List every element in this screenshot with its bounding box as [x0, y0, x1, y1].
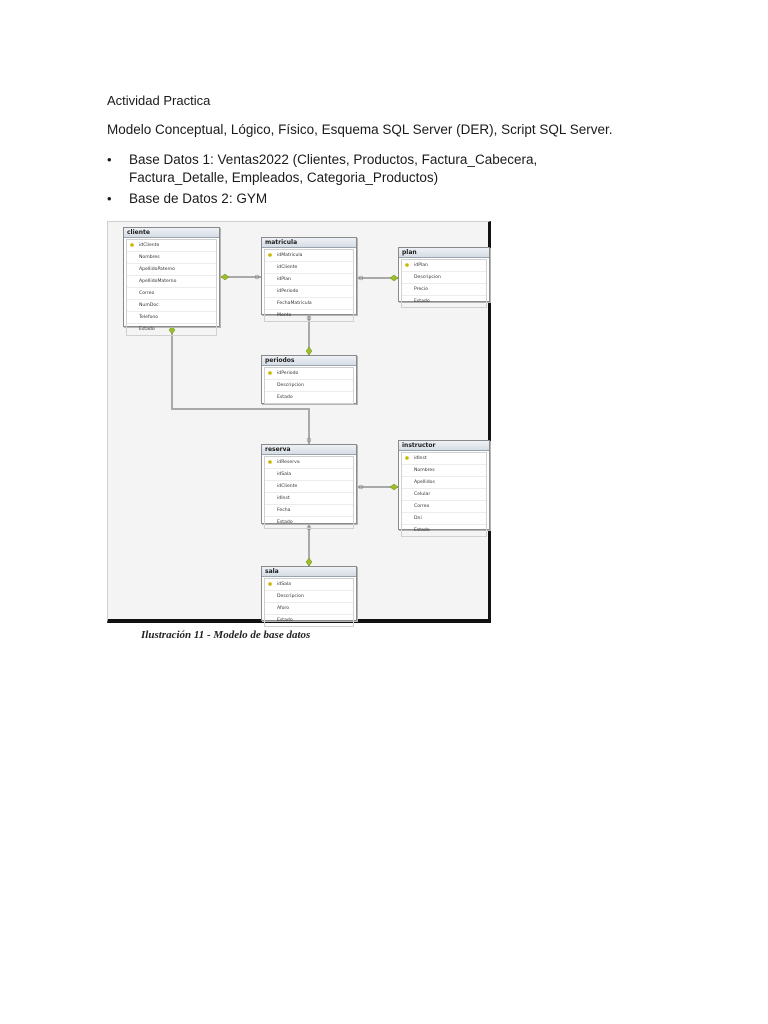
column-row [127, 312, 216, 324]
column-row [265, 615, 353, 626]
column-name: ApellidoMaterno [139, 279, 177, 284]
column-row [265, 591, 353, 603]
column-row [127, 252, 216, 264]
primary-key-icon [268, 582, 273, 587]
column-name: idMatricula [277, 253, 303, 258]
column-list [264, 249, 354, 322]
column-name: idSala [277, 472, 292, 477]
column-name: idPlan [414, 263, 428, 268]
document-title: Actividad Practica [107, 93, 211, 108]
column-name: idCliente [277, 265, 298, 270]
column-name: Descripcion [414, 275, 441, 280]
one-end-marker [306, 558, 312, 566]
column-name: Estado [277, 520, 293, 525]
column-row [265, 469, 353, 481]
column-list [401, 259, 487, 308]
column-list [126, 239, 217, 336]
bullet-dot-icon: • [107, 191, 112, 206]
column-name: Estado [139, 327, 155, 332]
column-row [402, 260, 486, 272]
column-name: NumDoc [139, 303, 159, 308]
column-row [265, 286, 353, 298]
column-name: Celular [414, 492, 431, 497]
table-periodos[interactable] [261, 355, 357, 404]
column-list [401, 452, 487, 537]
table-title: matricula [262, 238, 356, 248]
bullet-list [107, 151, 627, 211]
column-row [265, 603, 353, 615]
column-row [402, 272, 486, 284]
table-instructor[interactable] [398, 440, 490, 533]
column-row [127, 300, 216, 312]
bullet-dot-icon: • [107, 152, 112, 167]
column-name: idPlan [277, 277, 291, 282]
column-row [402, 513, 486, 525]
column-name: Descripcion [277, 383, 304, 388]
table-title: periodos [262, 356, 356, 366]
table-cliente[interactable] [123, 227, 220, 332]
column-name: Estado [414, 299, 430, 304]
column-name: Monto [277, 313, 292, 318]
column-row [265, 368, 353, 380]
column-name: idInst [277, 496, 290, 501]
column-list [264, 578, 354, 627]
table-title: cliente [124, 228, 219, 238]
column-name: idCliente [139, 243, 160, 248]
column-name: Telefono [139, 315, 159, 320]
column-row [402, 501, 486, 513]
column-list [264, 456, 354, 529]
table-title: sala [262, 567, 356, 577]
column-name: idSala [277, 582, 292, 587]
column-name: idCliente [277, 484, 298, 489]
bullet-item-db2 [107, 190, 627, 208]
primary-key-icon [268, 253, 273, 258]
one-end-marker [306, 347, 312, 355]
column-row [402, 465, 486, 477]
column-row [127, 276, 216, 288]
primary-key-icon [268, 371, 273, 376]
column-name: Nombres [139, 255, 160, 260]
column-row [402, 525, 486, 536]
column-name: Estado [414, 528, 430, 533]
column-row [265, 380, 353, 392]
primary-key-icon [405, 263, 410, 268]
column-row [402, 477, 486, 489]
primary-key-icon [130, 243, 135, 248]
column-row [127, 288, 216, 300]
column-row [127, 324, 216, 335]
column-name: idPeriodo [277, 289, 299, 294]
bullet-item-db1 [107, 151, 627, 187]
column-row [265, 505, 353, 517]
column-name: ApellidoPaterno [139, 267, 175, 272]
column-name: Fecha [277, 508, 291, 513]
column-name: idReserva [277, 460, 300, 465]
column-row [265, 298, 353, 310]
column-name: FechaMatricula [277, 301, 312, 306]
column-row [265, 481, 353, 493]
column-name: Estado [277, 395, 293, 400]
bullet-label: Base de Datos 2: GYM [129, 191, 268, 206]
primary-key-icon [405, 456, 410, 461]
column-name: Nombres [414, 468, 435, 473]
er-diagram [107, 221, 491, 623]
column-name: idInst [414, 456, 427, 461]
column-row [265, 262, 353, 274]
table-matricula[interactable] [261, 237, 357, 318]
column-row [127, 264, 216, 276]
column-row [265, 310, 353, 321]
column-name: Dni [414, 516, 422, 521]
column-name: Apellidos [414, 480, 435, 485]
one-end-marker [390, 484, 398, 490]
column-name: Precio [414, 287, 428, 292]
column-row [265, 392, 353, 403]
column-row [265, 250, 353, 262]
column-row [265, 493, 353, 505]
table-plan[interactable] [398, 247, 490, 302]
column-name: Aforo [277, 606, 290, 611]
column-row [265, 517, 353, 528]
column-name: Estado [277, 618, 293, 623]
bullet-label: Base Datos 1: [129, 152, 214, 167]
table-title: reserva [262, 445, 356, 455]
primary-key-icon [268, 460, 273, 465]
column-row [402, 284, 486, 296]
one-end-marker [221, 274, 229, 280]
table-title: instructor [399, 441, 489, 451]
column-name: Correo [414, 504, 430, 509]
column-row [402, 296, 486, 307]
column-row [127, 240, 216, 252]
one-end-marker [390, 275, 398, 281]
column-name: Descripcion [277, 594, 304, 599]
column-row [402, 453, 486, 465]
column-name: Correo [139, 291, 155, 296]
column-row [265, 579, 353, 591]
table-sala[interactable] [261, 566, 357, 621]
column-row [402, 489, 486, 501]
document-subtitle: Modelo Conceptual, Lógico, Físico, Esquema SQL Server (DER), Script SQL Server. [107, 122, 613, 137]
column-row [265, 457, 353, 469]
column-list [264, 367, 354, 404]
bullet-text: Ventas2022 (Clientes, Productos, Factura_Cabecera, Factura_Detalle, Empleados, Categoria_Productos) [129, 152, 538, 185]
figure-caption: Ilustración 11 - Modelo de base datos [141, 629, 311, 641]
table-title: plan [399, 248, 489, 258]
table-reserva[interactable] [261, 444, 357, 524]
column-name: idPeriodo [277, 371, 299, 376]
column-row [265, 274, 353, 286]
